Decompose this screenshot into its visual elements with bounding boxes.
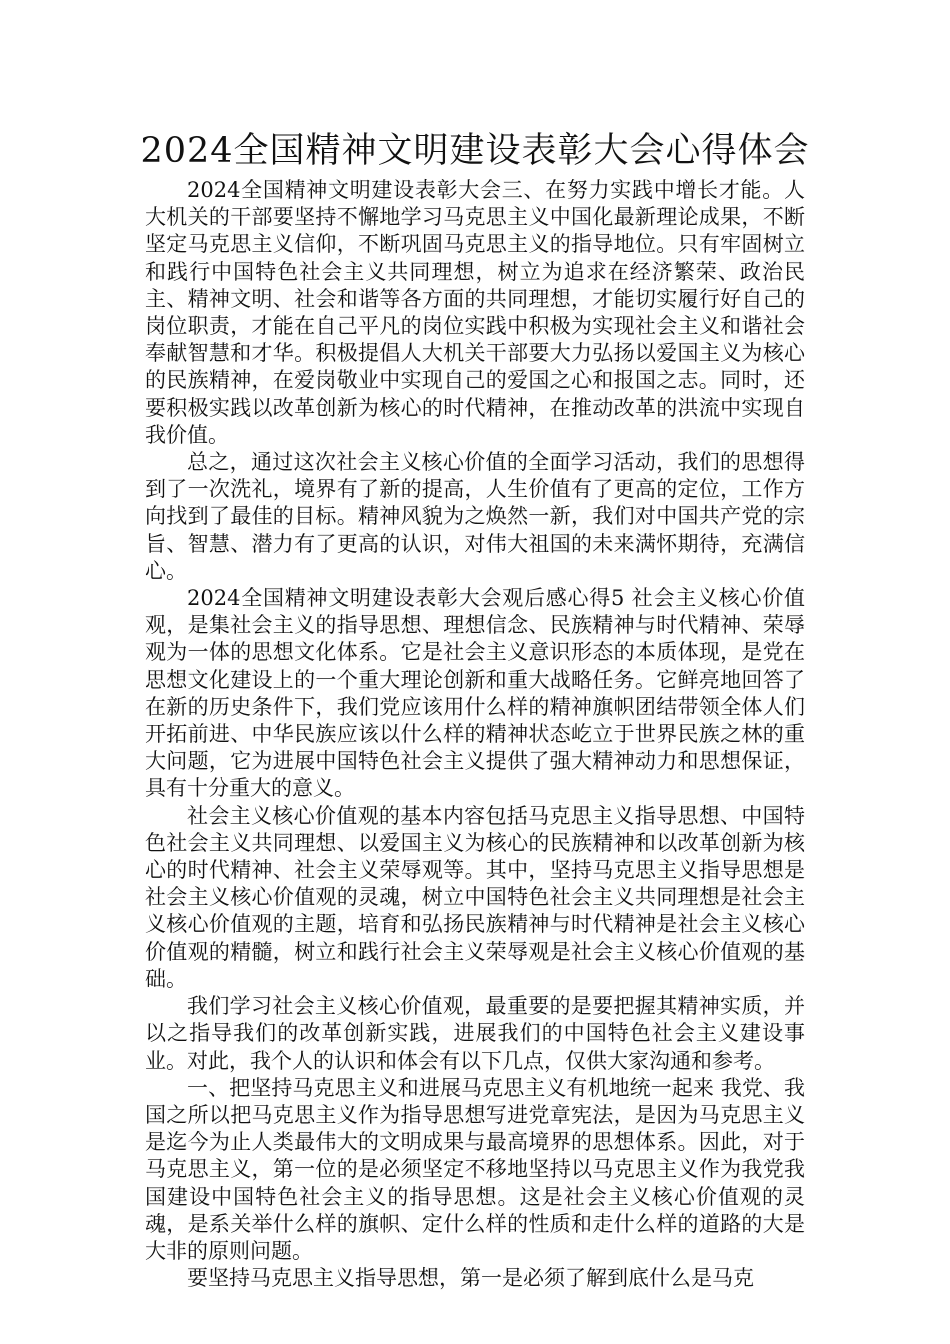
paragraph: 2024全国精神文明建设表彰大会三、在努力实践中增长才能。人大机关的干部要坚持不懈地学习马克思主义中国化最新理论成果，不断坚定马克思主义信仰，不断巩固马克思主义的指导地位。只有牢固树立和践行中国特色社会主义共同理想，树立为追求在经济繁荣、政治民主、精神文明、社会和谐等各方面的共同理想，才能切实履行好自己的岗位职责，才能在自己平凡的岗位实践中积极为实现社会主义和谐社会奉献智慧和才华。积极提倡人大机关干部要大力弘扬以爱国主义为核心的民族精神，在爱岗敬业中实现自己的爱国之心和报国之志。同时，还要积极实践以改革创新为核心的时代精神，在推动改革的洪流中实现自我价值。 xyxy=(145,178,805,447)
paragraph: 我们学习社会主义核心价值观，最重要的是要把握其精神实质，并以之指导我们的改革创新实践，进展我们的中国特色社会主义建设事业。对此，我个人的认识和体会有以下几点，仅供大家沟通和参考。 xyxy=(145,994,805,1073)
paragraph: 社会主义核心价值观的基本内容包括马克思主义指导思想、中国特色社会主义共同理想、以爱国主义为核心的民族精神和以改革创新为核心的时代精神、社会主义荣辱观等。其中，坚持马克思主义指导思想是社会主义核心价值观的灵魂，树立中国特色社会主义共同理想是社会主义核心价值观的主题，培育和弘扬民族精神与时代精神是社会主义核心价值观的精髓，树立和践行社会主义荣辱观是社会主义核心价值观的基础。 xyxy=(145,803,805,991)
paragraph: 要坚持马克思主义指导思想，第一是必须了解到底什么是马克 xyxy=(187,1266,754,1291)
paragraph: 总之，通过这次社会主义核心价值的全面学习活动，我们的思想得到了一次洗礼，境界有了新的提高，人生价值有了更高的定位，工作方向找到了最佳的目标。精神风貌为之焕然一新，我们对中国共产党的宗旨、智慧、潜力有了更高的认识，对伟大祖国的未来满怀期待，充满信心。 xyxy=(145,450,805,583)
paragraph: 2024全国精神文明建设表彰大会观后感心得5 社会主义核心价值观，是集社会主义的指导思想、理想信念、民族精神与时代精神、荣辱观为一体的思想文化体系。它是社会主义意识形态的本质体现，是党在思想文化建设上的一个重大理论创新和重大战略任务。它鲜亮地回答了在新的历史条件下，我们党应该用什么样的精神旗帜团结带领全体人们开拓前进、中华民族应该以什么样的精神状态屹立于世界民族之林的重大问题，它为进展中国特色社会主义提供了强大精神动力和思想保证，具有十分重大的意义。 xyxy=(145,586,805,801)
document-title: 2024全国精神文明建设表彰大会心得体会 xyxy=(140,131,810,171)
document-body xyxy=(145,177,805,1292)
paragraph: 一、把坚持马克思主义和进展马克思主义有机地统一起来 我党、我国之所以把马克思主义作为指导思想写进党章宪法，是因为马克思主义是迄今为止人类最伟大的文明成果与最高境界的思想体系。因此，对于马克思主义，第一位的是必须坚定不移地坚持以马克思主义作为我党我国建设中国特色社会主义的指导思想。这是社会主义核心价值观的灵魂，是系关举什么样的旗帜、定什么样的性质和走什么样的道路的大是大非的原则问题。 xyxy=(145,1075,805,1263)
